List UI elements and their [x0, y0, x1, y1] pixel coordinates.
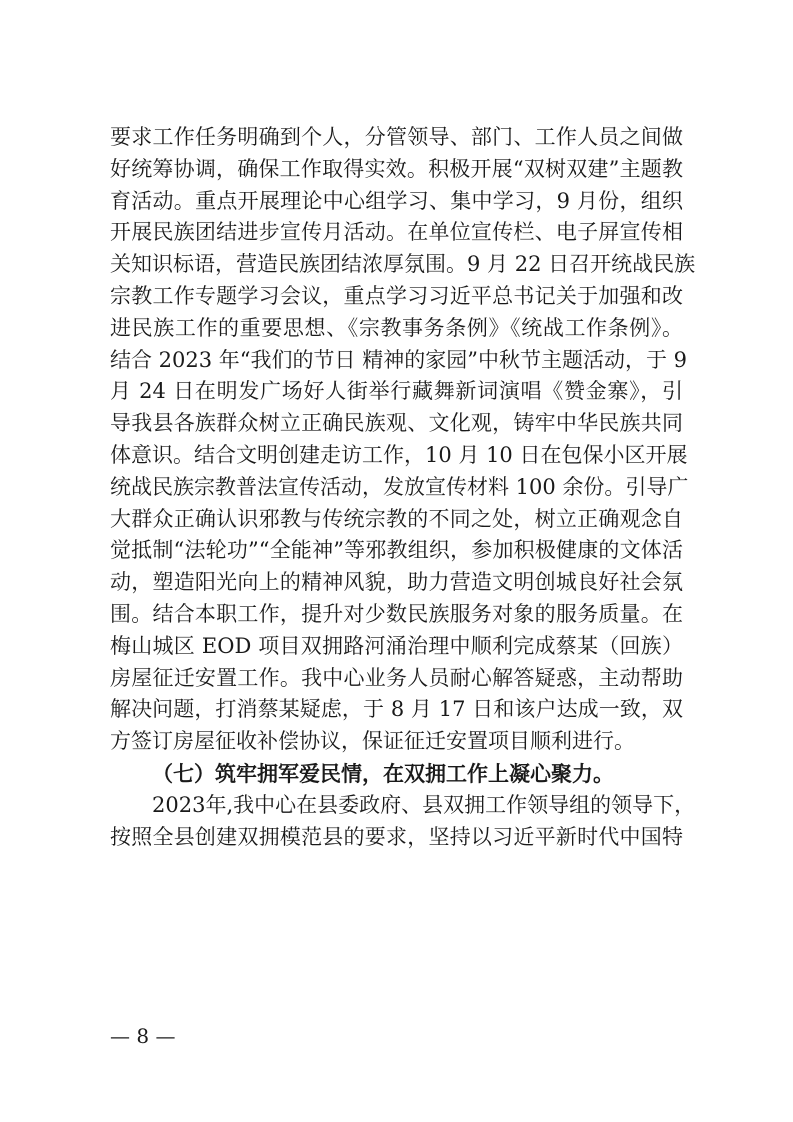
- text-line: 解决问题，打消蔡某疑虑，于 8 月 17 日和该户达成一致，双: [110, 697, 683, 722]
- page-number: — 8 —: [110, 1024, 176, 1048]
- text-line: 结合 2023 年“我们的节日 精神的家园”中秋节主题活动，于 9: [110, 347, 687, 372]
- text-line: 按照全县创建双拥模范县的要求，坚持以习近平新时代中国特: [110, 824, 683, 849]
- text-line: 关知识标语，营造民族团结浓厚氛围。9 月 22 日召开统战民族: [110, 252, 696, 277]
- section-heading: （七）筑牢拥军爱民情，在双拥工作上凝心聚力。: [152, 760, 614, 786]
- text-line: 统战民族宗教普法宣传活动，发放宣传材料 100 余份。引导广: [110, 474, 689, 499]
- text-line: 进民族工作的重要思想、《宗教事务条例》《统战工作条例》。: [110, 315, 683, 340]
- text-line: 开展民族团结进步宣传月活动。在单位宣传栏、电子屏宣传相: [110, 220, 683, 245]
- text-line: 方签订房屋征收补偿协议，保证征迁安置项目顺利进行。: [110, 729, 635, 754]
- text-line: 大群众正确认识邪教与传统宗教的不同之处，树立正确观念自: [110, 506, 683, 531]
- text-line: 好统筹协调，确保工作取得实效。积极开展“双树双建”主题教: [110, 156, 683, 181]
- text-line: 宗教工作专题学习会议，重点学习习近平总书记关于加强和改: [110, 283, 683, 308]
- text-line: 育活动。重点开展理论中心组学习、集中学习，9 月份，组织: [110, 188, 683, 213]
- text-line: 动，塑造阳光向上的精神风貌，助力营造文明创城良好社会氛: [110, 570, 683, 595]
- text-line: 围。结合本职工作，提升对少数民族服务对象的服务质量。在: [110, 601, 683, 626]
- body-text: [110, 122, 696, 853]
- text-line: 房屋征迁安置工作。我中心业务人员耐心解答疑惑，主动帮助: [110, 665, 683, 690]
- text-line: 体意识。结合文明创建走访工作，10 月 10 日在包保小区开展: [110, 442, 688, 467]
- text-line: 2023年,我中心在县委政府、县双拥工作领导组的领导下，: [152, 792, 696, 817]
- text-line: 梅山城区 EOD 项目双拥路河涌治理中顺利完成蔡某（回族）: [110, 633, 683, 658]
- text-line: 要求工作任务明确到个人，分管领导、部门、工作人员之间做: [110, 125, 683, 149]
- text-line: 导我县各族群众树立正确民族观、文化观，铸牢中华民族共同: [110, 411, 683, 436]
- text-line: 觉抵制“法轮功”“全能神”等邪教组织，参加积极健康的文体活: [110, 538, 683, 563]
- text-line: 月 24 日在明发广场好人街举行藏舞新词演唱《赞金寨》，引: [110, 379, 683, 404]
